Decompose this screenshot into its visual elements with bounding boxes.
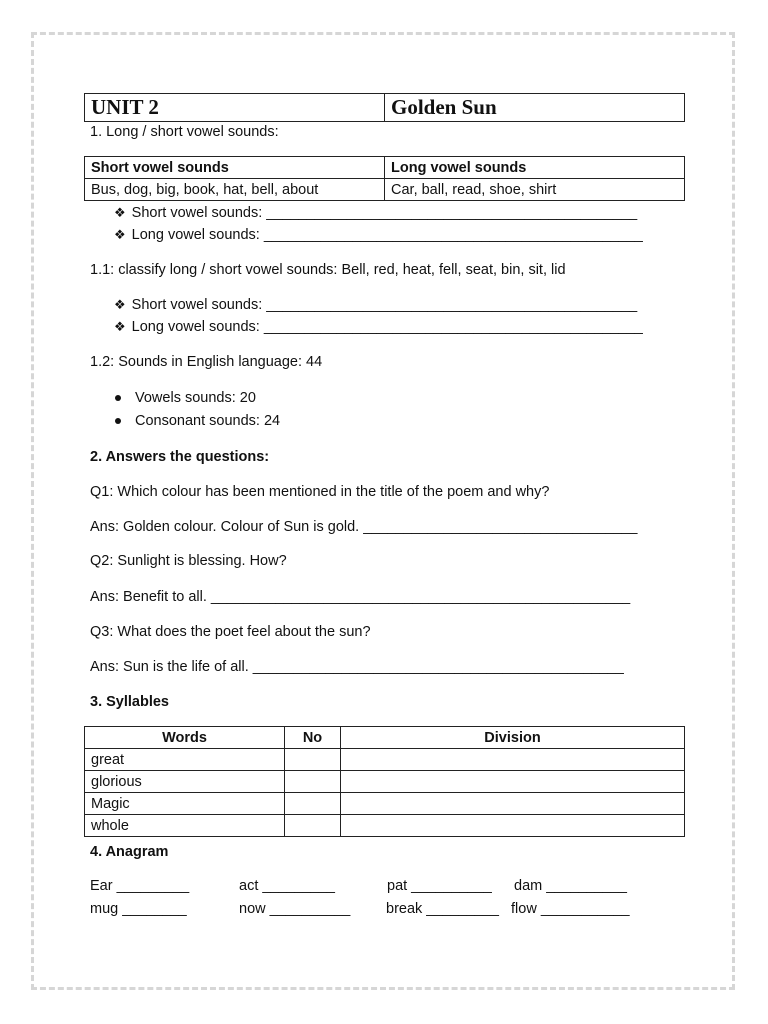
syllable-division-cell [341,749,685,771]
diamond-bullet-icon: ❖ [114,227,126,242]
anagram-dam: dam __________ [514,878,627,894]
question-3: Q3: What does the poet feel about the sun? [90,624,371,640]
syllables-header-no: No [285,727,341,749]
syllables-header-division: Division [341,727,685,749]
section2-heading: 2. Answers the questions: [90,449,270,465]
answer-3: Ans: Sun is the life of all. ______________________________________________ [90,659,624,675]
syllable-division-cell [341,771,685,793]
section1-heading: 1. Long / short vowel sounds: [90,124,279,140]
bullet-dot-icon [115,418,121,424]
syllables-header-words: Words [85,727,285,749]
anagram-break: break _________ [386,901,499,917]
unit-number: UNIT 2 [85,94,385,122]
syllable-word: glorious [85,771,285,793]
syllable-word: whole [85,815,285,837]
syllable-division-cell [341,793,685,815]
unit-title: Golden Sun [385,94,685,122]
section1-2-heading: 1.2: Sounds in English language: 44 [90,354,323,370]
unit-header-table [84,93,685,122]
answer-1: Ans: Golden colour. Colour of Sun is gold. __________________________________ [90,519,638,535]
syllable-word: great [85,749,285,771]
bullet-vowels [115,390,256,406]
question-1: Q1: Which colour has been mentioned in the title of the poem and why? [90,484,550,500]
syllable-no-cell [285,749,341,771]
syllable-word: Magic [85,793,285,815]
anagram-ear: Ear _________ [90,878,190,894]
diamond-bullet-icon: ❖ [114,205,126,220]
syllable-no-cell [285,793,341,815]
vowel-table [84,156,685,201]
anagram-mug: mug ________ [90,901,187,917]
syllable-no-cell [285,815,341,837]
diamond-bullet-icon: ❖ [114,319,126,334]
diamond-bullet-icon: ❖ [114,297,126,312]
blank-long-2 [114,319,643,335]
table-row [85,815,685,837]
syllable-division-cell [341,815,685,837]
question-2: Q2: Sunlight is blessing. How? [90,553,287,569]
anagram-pat: pat __________ [387,878,492,894]
bullet-consonants [115,413,280,429]
blank-long-1-text: Long vowel sounds: _______________________________________________ [131,227,643,243]
answer-2: Ans: Benefit to all. ____________________________________________________ [90,589,631,605]
table-row [85,749,685,771]
syllable-no-cell [285,771,341,793]
table-row [85,793,685,815]
anagram-act: act _________ [239,878,335,894]
vowel-header-long: Long vowel sounds [385,157,685,179]
vowel-cell-short: Bus, dog, big, book, hat, bell, about [85,179,385,201]
vowel-header-short: Short vowel sounds [85,157,385,179]
blank-short-2 [114,297,637,313]
section1-1-heading: 1.1: classify long / short vowel sounds: Bell, red, heat, fell, seat, bin, sit, lid [90,262,566,278]
blank-long-2-text: Long vowel sounds: _______________________________________________ [131,319,643,335]
blank-short-1 [114,205,637,221]
blank-short-2-text: Short vowel sounds: ______________________________________________ [131,297,638,313]
section4-heading: 4. Anagram [90,844,169,860]
syllables-table [84,726,685,837]
bullet-dot-icon [115,395,121,401]
section3-heading: 3. Syllables [90,694,169,710]
vowel-cell-long: Car, ball, read, shoe, shirt [385,179,685,201]
anagram-now: now __________ [239,901,351,917]
anagram-flow: flow ___________ [511,901,630,917]
blank-short-1-text: Short vowel sounds: ______________________________________________ [131,205,638,221]
table-row [85,771,685,793]
bullet-vowels-text: Vowels sounds: 20 [135,390,256,406]
bullet-consonants-text: Consonant sounds: 24 [135,413,281,429]
blank-long-1 [114,227,643,243]
